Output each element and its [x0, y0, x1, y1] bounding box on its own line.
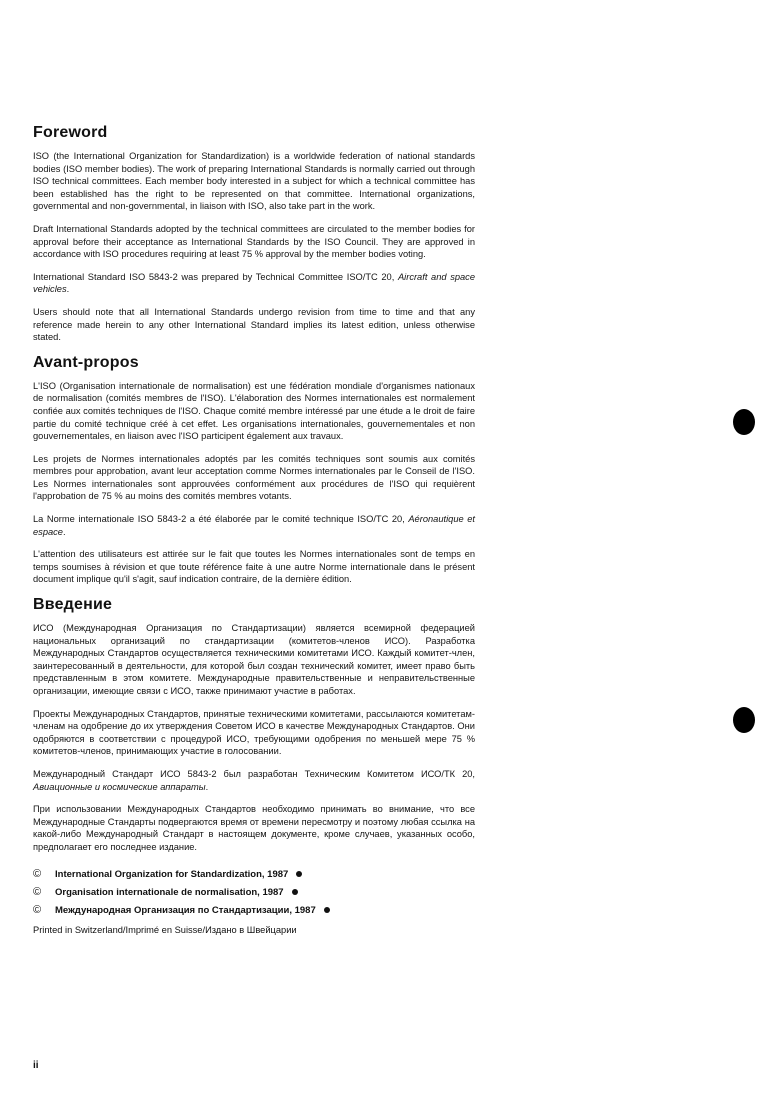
vvedenie-paragraph-2: Проекты Международных Стандартов, принятые техническими комитетами, рассылаются комитетам-членам на одобрение до их утверждения Советом ИСО в качестве Международных Стандартов. Они одобряются в соответствии с процедурой ИСО, требующими одобрения по меньшей мере 75 % комитетов-членов, принимающих участие в голосовании.	[33, 708, 475, 757]
foreword-section	[33, 124, 475, 344]
foreword-paragraph-2: Draft International Standards adopted by the technical committees are circulated to the member bodies for approval before their acceptance as International Standards by the ISO Council. They are approved in accordance with ISO procedures requiring at least 75 % approval by the member bodies voting.	[33, 223, 475, 260]
avant-propos-heading: Avant-propos	[33, 353, 139, 371]
foreword-heading: Foreword	[33, 124, 108, 141]
avant-propos-paragraph-4: L'attention des utilisateurs est attirée sur le fait que toutes les Normes internationales sont de temps en temps soumises à révision et que toute référence faite à une autre Norme internationale dans le présent document implique qu'il s'agit, sauf indication contraire, de la dernière édition.	[33, 549, 475, 585]
avant-propos-paragraph-1: L'ISO (Organisation internationale de normalisation) est une fédération mondiale d'organismes nationaux de normalisation (comités membres de l'ISO). L'élaboration des Normes internationales est normalement confiée aux comités techniques de l'ISO. Chaque comité membre intéressé par une étude a le droit de faire partie du comité technique créé à cet effet. Les organisations internationales, gouvernementales et non gouvernementales, en liaison avec l'ISO participent également aux travaux.	[33, 380, 475, 442]
foreword-p3-end: .	[66, 284, 70, 295]
vvedenie-p3-text: Международный Стандарт ИСО 5843-2 был разработан Техническим Комитетом ИСО/ТК 20,	[33, 768, 475, 779]
vvedenie-p3-end: .	[205, 781, 209, 792]
copyright-text: International Organization for Standardization, 1987	[55, 868, 289, 880]
punch-hole-top	[733, 409, 755, 435]
copyright-symbol: ©	[33, 903, 42, 916]
copyright-symbol: ©	[33, 885, 42, 898]
copyright-line-fr	[33, 886, 475, 899]
page-number: ii	[33, 1060, 39, 1071]
bleed-through-shadow	[480, 95, 730, 185]
avant-propos-p3-committee: Aéronautique et espace	[33, 514, 475, 537]
avant-propos-p3-text: La Norme internationale ISO 5843-2 a été élaborée par le comité technique ISO/TC 20,	[33, 514, 409, 525]
foreword-paragraph-1: ISO (the International Organization for Standardization) is a worldwide federation of national standards bodies (ISO member bodies). The work of preparing International Standards is normally carried out through ISO technical committees. Each member body interested in a subject for which a technical committee has been established has the right to be represented on that committee. International organizations, governmental and non-governmental, in liaison with ISO, also take part in the work.	[33, 151, 475, 212]
foreword-paragraph-3	[33, 271, 475, 296]
avant-propos-paragraph-2: Les projets de Normes internationales adoptés par les comités techniques sont soumis aux comités membres pour approbation, avant leur acceptation comme Normes internationales par le Conseil de l'ISO. Les Normes internationales sont approuvées conformément aux procédures de l'ISO qui requièrent l'approbation de 75 % au moins des comités membres votants.	[33, 453, 475, 502]
printed-in-line: Printed in Switzerland/Imprimé en Suisse/Издано в Швейцарии	[33, 924, 297, 935]
foreword-paragraph-4: Users should note that all International Standards undergo revision from time to time and that any reference made herein to any other International Standard implies its latest edition, unless otherwise stated.	[33, 306, 475, 343]
copyright-symbol: ©	[33, 867, 42, 880]
bullet-dot-icon	[292, 889, 298, 895]
bullet-dot-icon	[324, 907, 330, 913]
avant-propos-p3-end: .	[62, 526, 66, 537]
punch-hole-bottom	[733, 707, 755, 733]
copyright-block	[33, 868, 475, 935]
copyright-text: Organisation internationale de normalisation, 1987	[55, 886, 284, 898]
avant-propos-section	[33, 354, 475, 586]
text-column	[33, 124, 475, 935]
bullet-dot-icon	[296, 871, 302, 877]
foreword-p3-committee: Aircraft and space vehicles	[33, 271, 475, 295]
copyright-text: Международная Организация по Стандартизации, 1987	[55, 904, 316, 916]
vvedenie-paragraph-3	[33, 768, 475, 793]
avant-propos-paragraph-3	[33, 513, 475, 538]
copyright-line-iso	[33, 868, 475, 881]
vvedenie-p3-committee: Авиационные и космические аппараты	[33, 781, 206, 792]
vvedenie-paragraph-4: При использовании Международных Стандартов необходимо принимать во внимание, что все Международные Стандарты подвергаются время от времени пересмотру и поэтому любая ссылка на какой-либо Международный Стандарт в настоящем документе, кроме случаев, указанных особо, предполагает его последнее издание.	[33, 804, 475, 852]
foreword-p3-text: International Standard ISO 5843-2 was prepared by Technical Committee ISO/TC 20,	[33, 271, 398, 282]
copyright-line-ru	[33, 904, 475, 917]
vvedenie-section	[33, 596, 475, 854]
vvedenie-paragraph-1: ИСО (Международная Организация по Стандартизации) является всемирной федерацией национальных организаций по стандартизации (комитетов-членов ИСО). Разработка Международных Стандартов осуществляется техническими комитетами ИСО. Каждый комитет-член, заинтересованный в деятельности, для которой был создан технический комитет, имеет право быть представленным в этом комитете. Международные правительственные и неправительственные организации, имеющие связи с ИСО, также принимают участие в работах.	[33, 623, 475, 696]
vvedenie-heading: Введение	[33, 596, 113, 614]
